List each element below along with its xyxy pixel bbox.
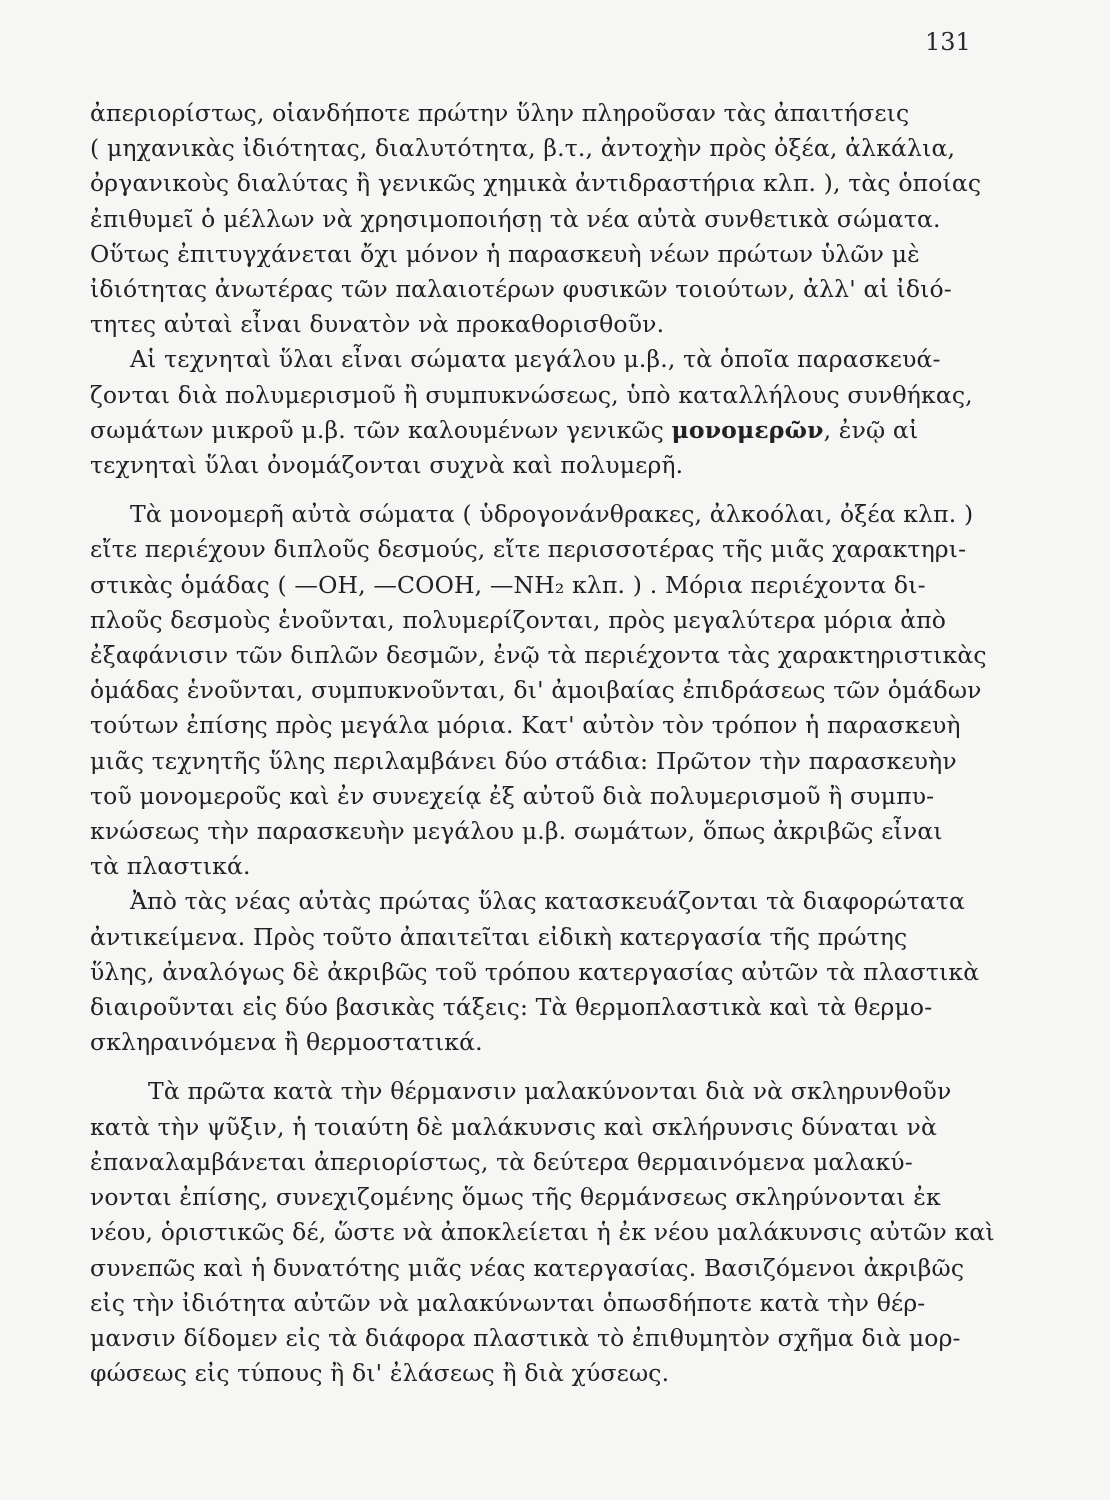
bold-term: μονομερῶν [671,415,824,444]
text-line: νέου, ὁριστικῶς δέ, ὥστε νὰ ἀποκλείεται ἡ ἐκ νέου μαλάκυνσις αὐτῶν καὶ [90,1218,995,1247]
text-line: συνεπῶς καὶ ἡ δυνατότης μιᾶς νέας κατεργασίας. Βασιζόμενοι ἀκριβῶς [90,1253,965,1282]
text-line: ( μηχανικὰς ἰδιότητας, διαλυτότητα, β.τ., ἀντοχὴν πρὸς ὀξέα, ἀλκάλια, [90,134,956,163]
text-line: ἐπαναλαμβάνεται ἀπεριορίστως, τὰ δεύτερα θερμαινόμενα μαλακύ- [90,1147,913,1176]
text-line: μιᾶς τεχνητῆς ὕλης περιλαμβάνει δύο στάδια: Πρῶτον τὴν παρασκευὴν [90,746,957,775]
paragraph-4 [90,884,990,1060]
text-line: ἐξαφάνισιν τῶν διπλῶν δεσμῶν, ἐνῷ τὰ περιέχοντα τὰς χαρακτηριστικὰς [90,641,987,670]
text-line: τοῦ μονομεροῦς καὶ ἐν συνεχείᾳ ἐξ αὐτοῦ διὰ πολυμερισμοῦ ἢ συμπυ- [90,781,935,810]
text-line: τεχνηταὶ ὕλαι ὀνομάζονται συχνὰ καὶ πολυμερῆ. [90,451,684,480]
text-line: ἀπεριορίστως, οἱανδήποτε πρώτην ὕλην πληροῦσαν τὰς ἀπαιτήσεις [90,99,910,127]
text-line: Τὰ μονομερῆ αὐτὰ σώματα ( ὑδρογονάνθρακες, ἀλκοόλαι, ὀξέα κλπ. ) [130,500,974,529]
text-line: ἀντικείμενα. Πρὸς τοῦτο ἀπαιτεῖται εἰδικὴ κατεργασία τῆς πρώτης [90,922,908,951]
paragraph-5 [90,1074,995,1391]
text-fragment: , ἐνῷ αἱ [823,415,919,444]
text-line: ὕλης, ἀναλόγως δὲ ἀκριβῶς τοῦ τρόπου κατεργασίας αὐτῶν τὰ πλαστικὰ [90,957,980,986]
text-line: στικὰς ὁμάδας ( —OH, —COOH, —NH₂ κλπ. ) . Μόρια περιέχοντα δι- [90,570,926,599]
text-line: φώσεως εἰς τύπους ἢ δι' ἐλάσεως ἢ διὰ χύσεως. [90,1359,670,1388]
text-line: ὁμάδας ἑνοῦνται, συμπυκνοῦνται, δι' ἀμοιβαίας ἐπιδράσεως τῶν ὁμάδων [90,676,982,705]
text-line: ζονται διὰ πολυμερισμοῦ ἢ συμπυκνώσεως, ὑπὸ καταλλήλους συνθήκας, [90,380,973,409]
page-number: 131 [925,28,971,56]
text-line: διαιροῦνται εἰς δύο βασικὰς τάξεις: Τὰ θερμοπλαστικὰ καὶ τὰ θερμο- [90,993,933,1022]
paragraph-3 [90,497,990,884]
text-line: ἐπιθυμεῖ ὁ μέλλων νὰ χρησιμοποιήσῃ τὰ νέα αὐτὰ συνθετικὰ σώματα. [90,204,941,233]
paragraph-1 [90,96,990,342]
text-line: Οὕτως ἐπιτυγχάνεται ὄχι μόνον ἡ παρασκευὴ νέων πρώτων ὑλῶν μὲ [90,239,920,268]
text-line: κνώσεως τὴν παρασκευὴν μεγάλου μ.β. σωμάτων, ὅπως ἀκριβῶς εἶναι [90,817,943,846]
text-line: εἴτε περιέχουν διπλοῦς δεσμούς, εἴτε περισσοτέρας τῆς μιᾶς χαρακτηρι- [90,535,967,564]
text-line: Τὰ πρῶτα κατὰ τὴν θέρμανσιν μαλακύνονται διὰ νὰ σκληρυνθοῦν [148,1077,952,1106]
text-line: τητες αὐταὶ εἶναι δυνατὸν νὰ προκαθορισθοῦν. [90,310,665,339]
text-line: πλοῦς δεσμοὺς ἑνοῦνται, πολυμερίζονται, πρὸς μεγαλύτερα μόρια ἀπὸ [90,605,947,634]
text-line: τὰ πλαστικά. [90,852,251,881]
text-line: σκληραινόμενα ἢ θερμοστατικά. [90,1028,483,1057]
text-line: κατὰ τὴν ψῦξιν, ἡ τοιαύτη δὲ μαλάκυνσις καὶ σκλήρυνσις δύναται νὰ [90,1112,937,1141]
body-text [90,96,995,1391]
paragraph-2 [90,342,990,483]
text-line: μανσιν δίδομεν εἰς τὰ διάφορα πλαστικὰ τὸ ἐπιθυμητὸν σχῆμα διὰ μορ- [90,1323,961,1352]
text-line: Ἀπὸ τὰς νέας αὐτὰς πρώτας ὕλας κατασκευάζονται τὰ διαφορώτατα [130,887,966,916]
text-line: Αἱ τεχνηταὶ ὕλαι εἶναι σώματα μεγάλου μ.β., τὰ ὁποῖα παρασκευά- [130,345,941,374]
text-line-with-term [90,413,990,448]
text-line: εἰς τὴν ἰδιότητα αὐτῶν νὰ μαλακύνωνται ὁπωσδήποτε κατὰ τὴν θέρ- [90,1288,926,1317]
text-line: τούτων ἐπίσης πρὸς μεγάλα μόρια. Κατ' αὐτὸν τὸν τρόπον ἡ παρασκευὴ [90,711,961,740]
text-line: νονται ἐπίσης, συνεχιζομένης ὅμως τῆς θερμάνσεως σκληρύνονται ἐκ [90,1183,941,1212]
text-line: ὀργανικοὺς διαλύτας ἢ γενικῶς χημικὰ ἀντιδραστήρια κλπ. ), τὰς ὁποίας [90,169,982,198]
text-fragment: σωμάτων μικροῦ μ.β. τῶν καλουμένων γενικῶς [90,415,664,444]
text-line: ἰδιότητας ἀνωτέρας τῶν παλαιοτέρων φυσικῶν τοιούτων, ἀλλ' αἱ ἰδιό- [90,275,952,304]
